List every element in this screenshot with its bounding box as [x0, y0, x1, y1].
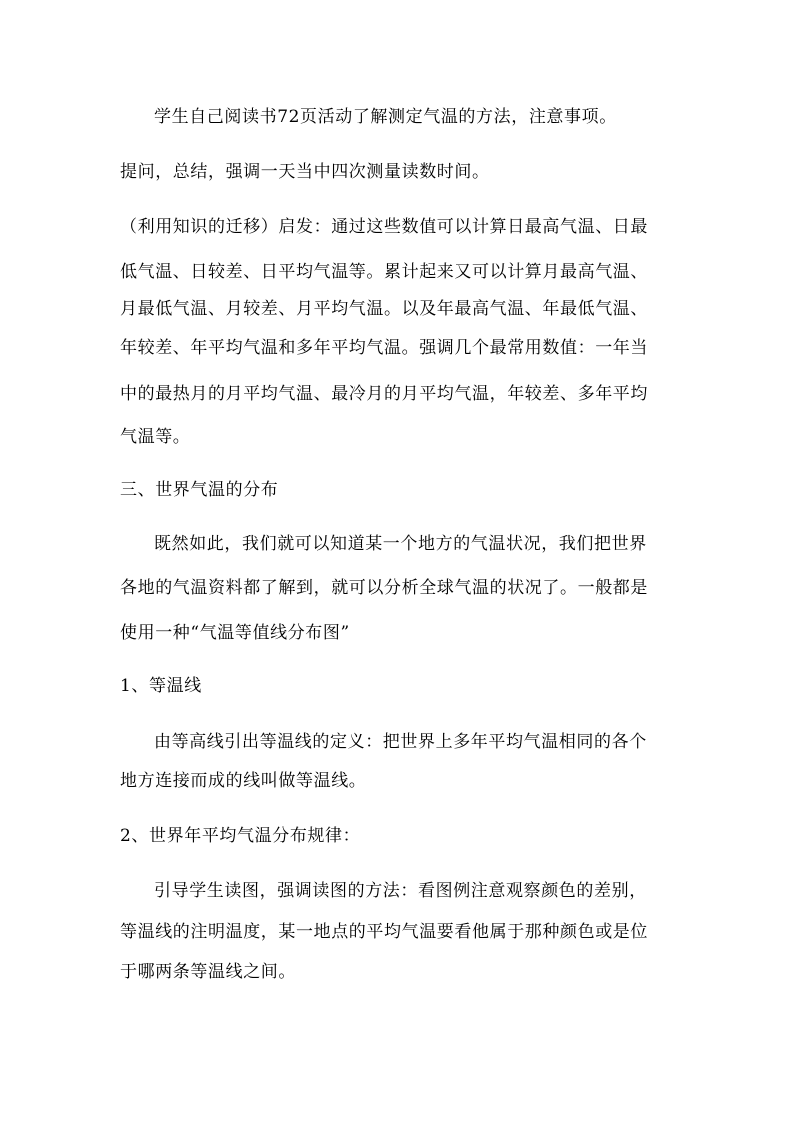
paragraph-line: 使用一种“气温等值线分布图”: [120, 623, 350, 643]
paragraph-line: 提问，总结，强调一天当中四次测量读数时间。: [120, 162, 490, 182]
paragraph-line: 低气温、日较差、日平均气温等。累计起来又可以计算月最高气温、: [120, 262, 648, 282]
paragraph-line: 年较差、年平均气温和多年平均气温。强调几个最常用数值：一年当: [120, 338, 648, 358]
paragraph-line: 于哪两条等温线之间。: [120, 962, 296, 982]
paragraph-line: 月最低气温、月较差、月平均气温。以及年最高气温、年最低气温、: [120, 299, 648, 319]
section-heading: 三、世界气温的分布: [120, 480, 279, 500]
paragraph-line: 气温等。: [120, 427, 191, 447]
paragraph-line: 地方连接而成的线叫做等温线。: [120, 771, 367, 791]
paragraph-line: 由等高线引出等温线的定义：把世界上多年平均气温相同的各个: [154, 732, 647, 752]
paragraph-line: 中的最热月的月平均气温、最冷月的月平均气温，年较差、多年平均: [120, 384, 648, 404]
paragraph-line: 各地的气温资料都了解到，就可以分析全球气温的状况了。一般都是: [120, 578, 648, 598]
paragraph-line: （利用知识的迁移）启发：通过这些数值可以计算日最高气温、日最: [120, 217, 648, 237]
subsection-heading: 1、等温线: [120, 676, 202, 696]
paragraph-line: 学生自己阅读书72页活动了解测定气温的方法，注意事项。: [154, 107, 617, 127]
paragraph-line: 引导学生读图，强调读图的方法：看图例注意观察颜色的差别，: [154, 881, 647, 901]
paragraph-line: 等温线的注明温度，某一地点的平均气温要看他属于那种颜色或是位: [120, 922, 648, 942]
paragraph-line: 既然如此，我们就可以知道某一个地方的气温状况，我们把世界: [154, 534, 647, 554]
subsection-heading: 2、世界年平均气温分布规律：: [120, 826, 361, 846]
